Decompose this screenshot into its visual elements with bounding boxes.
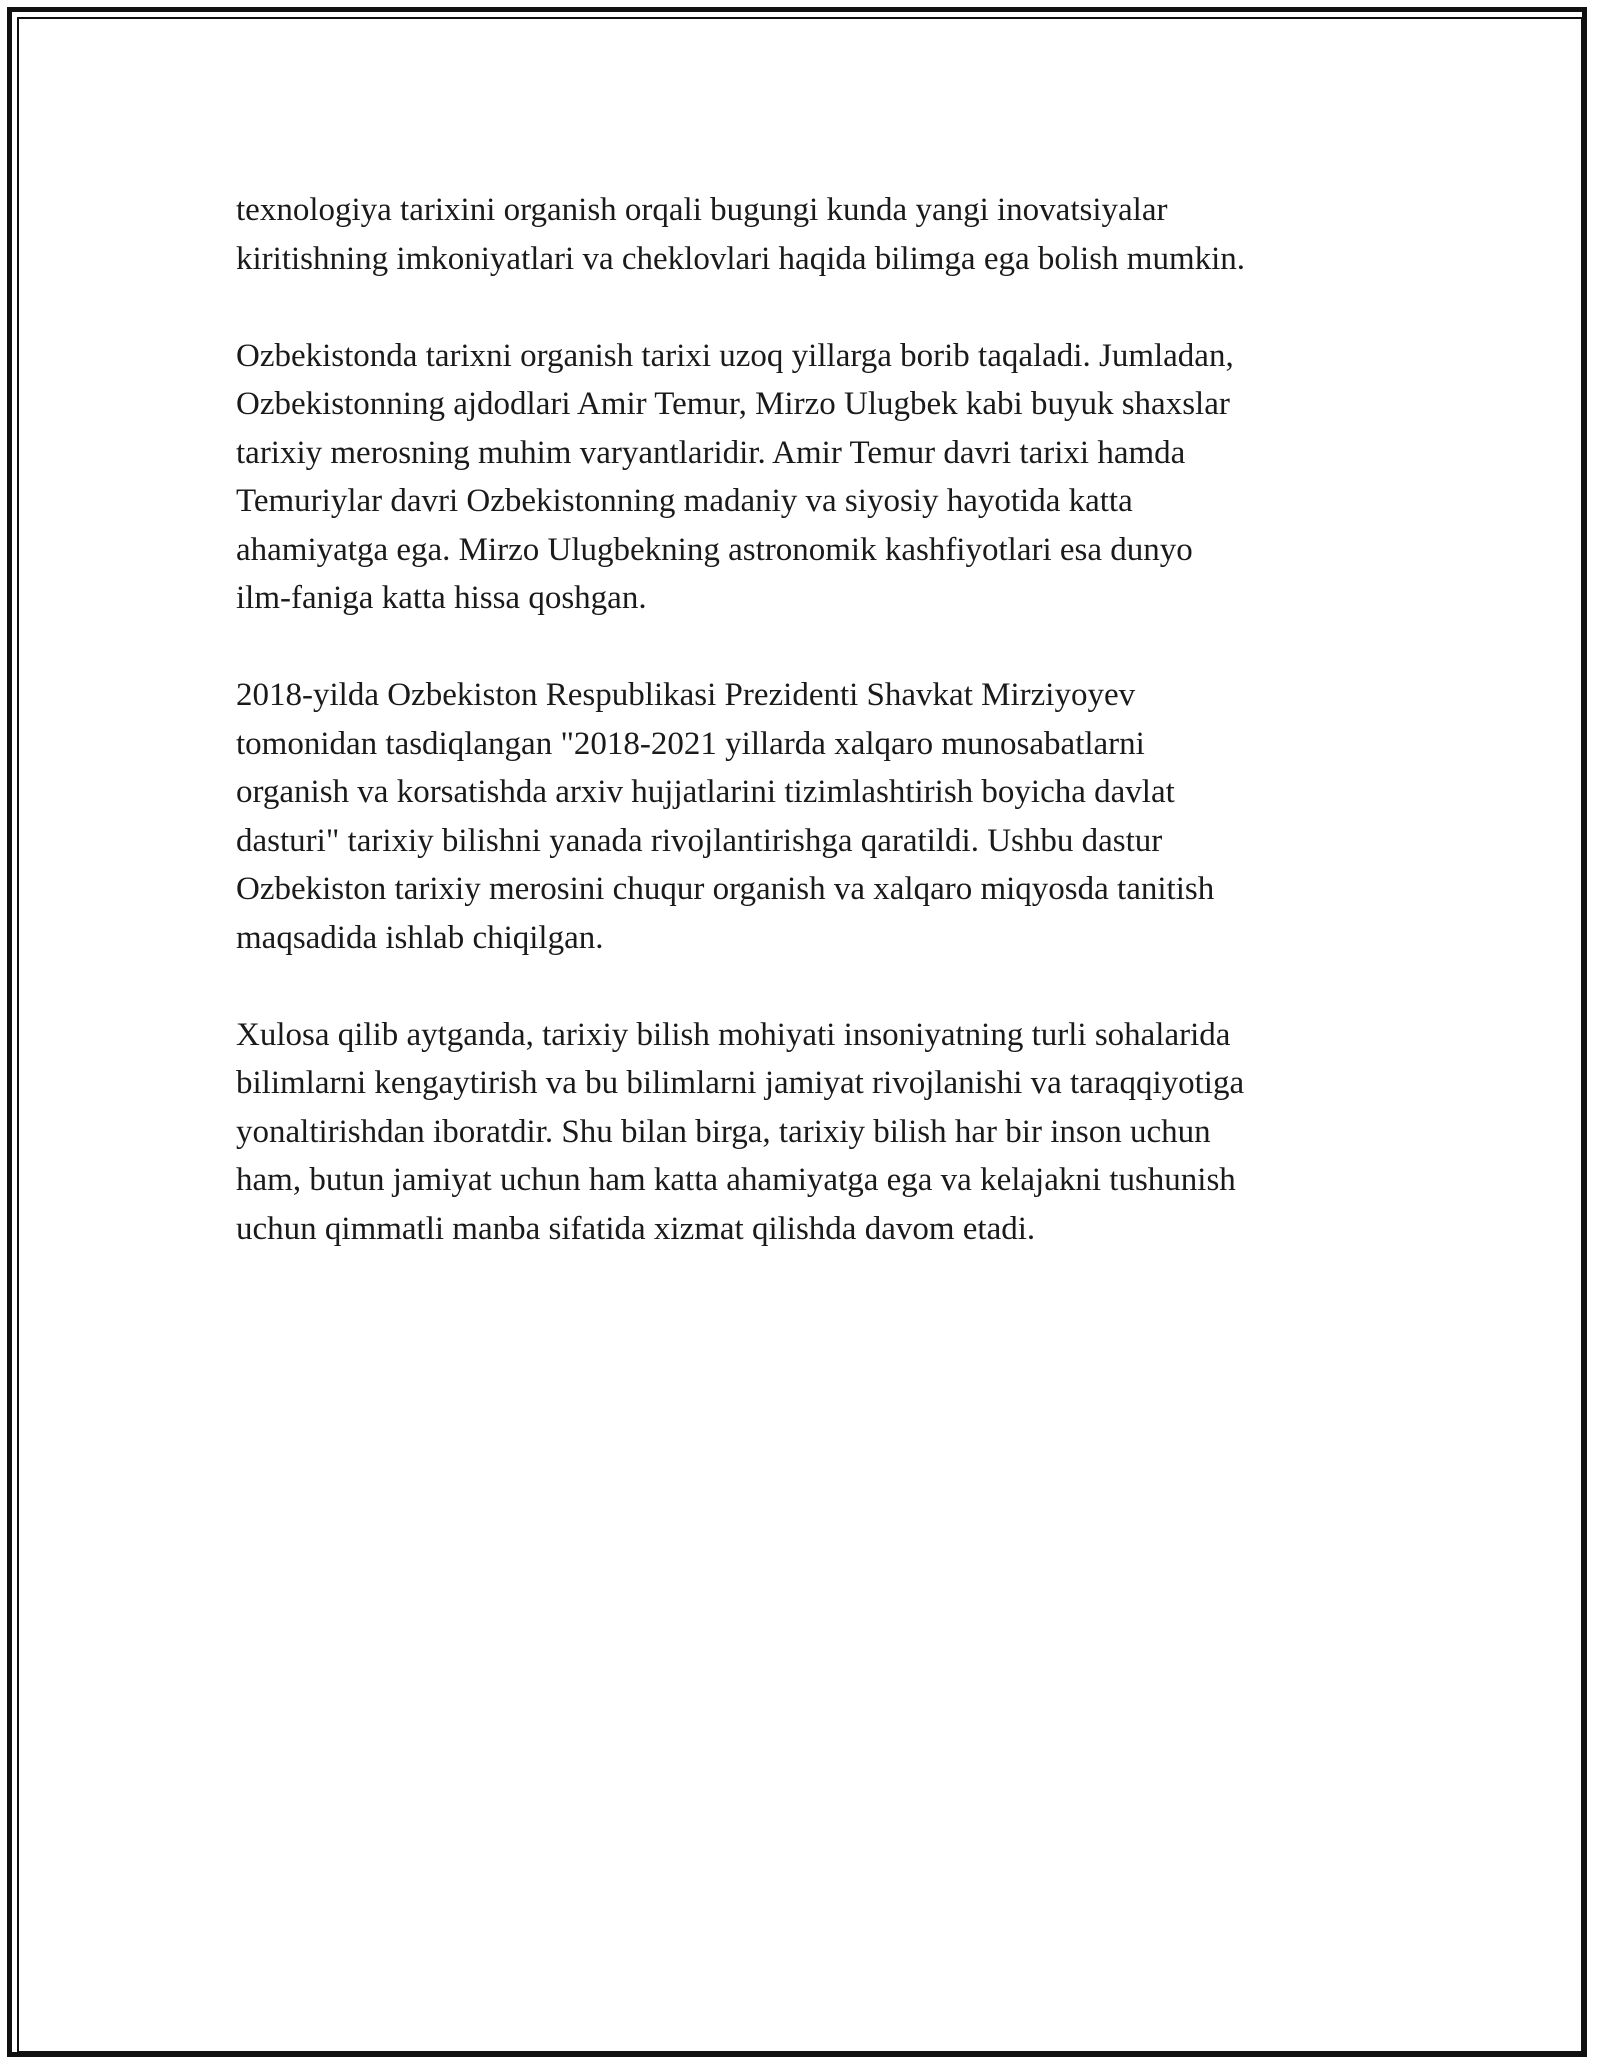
text-line: Ozbekiston tarixiy merosini chuqur organish va xalqaro miqyosda tanitish: [236, 871, 1215, 907]
text-line: tomonidan tasdiqlangan "2018-2021 yillarda xalqaro munosabatlarni: [236, 725, 1145, 762]
text-line: Xulosa qilib aytganda, tarixiy bilish mohiyati insoniyatning turli sohalarida: [236, 1016, 1231, 1053]
text-line: organish va korsatishda arxiv hujjatlarini tizimlashtirish boyicha davlat: [236, 774, 1175, 810]
text-line: ham, butun jamiyat uchun ham katta ahamiyatga ega va kelajakni tushunish: [236, 1162, 1236, 1198]
text-line: Ozbekistonning ajdodlari Amir Temur, Mirzo Ulugbek kabi buyuk shaxslar: [236, 386, 1230, 422]
text-line: ilm-faniga katta hissa qoshgan.: [236, 580, 647, 616]
paragraph-4: [236, 1011, 1416, 1254]
text-line: tarixiy merosning muhim varyantlaridir. Amir Temur davri tarixi hamda: [236, 434, 1186, 471]
text-line: uchun qimmatli manba sifatida xizmat qilishda davom etadi.: [236, 1210, 1036, 1247]
text-line: texnologiya tarixini organish orqali bugungi kunda yangi inovatsiyalar: [236, 192, 1168, 228]
text-line: ahamiyatga ega. Mirzo Ulugbekning astronomik kashfiyotlari esa dunyo: [236, 531, 1193, 568]
text-line: maqsadida ishlab chiqilgan.: [236, 919, 604, 956]
text-line: dasturi" tarixiy bilishni yanada rivojlantirishga qaratildi. Ushbu dastur: [236, 822, 1163, 859]
text-line: yonaltirishdan iboratdir. Shu bilan birga, tarixiy bilish har bir inson uchun: [236, 1113, 1211, 1150]
text-line: bilimlarni kengaytirish va bu bilimlarni jamiyat rivojlanishi va taraqqiyotiga: [236, 1065, 1245, 1101]
text-line: 2018-yilda Ozbekiston Respublikasi Prezidenti Shavkat Mirziyoyev: [236, 677, 1136, 713]
text-line: Ozbekistonda tarixni organish tarixi uzoq yillarga borib taqaladi. Jumladan,: [236, 337, 1234, 374]
document-body: [236, 186, 1416, 1302]
paragraph-3: [236, 671, 1416, 962]
text-line: kiritishning imkoniyatlari va cheklovlari haqida bilimga ega bolish mumkin.: [236, 240, 1246, 277]
text-line: Temuriylar davri Ozbekistonning madaniy va siyosiy hayotida katta: [236, 483, 1133, 519]
paragraph-1: [236, 186, 1416, 283]
paragraph-2: [236, 332, 1416, 623]
